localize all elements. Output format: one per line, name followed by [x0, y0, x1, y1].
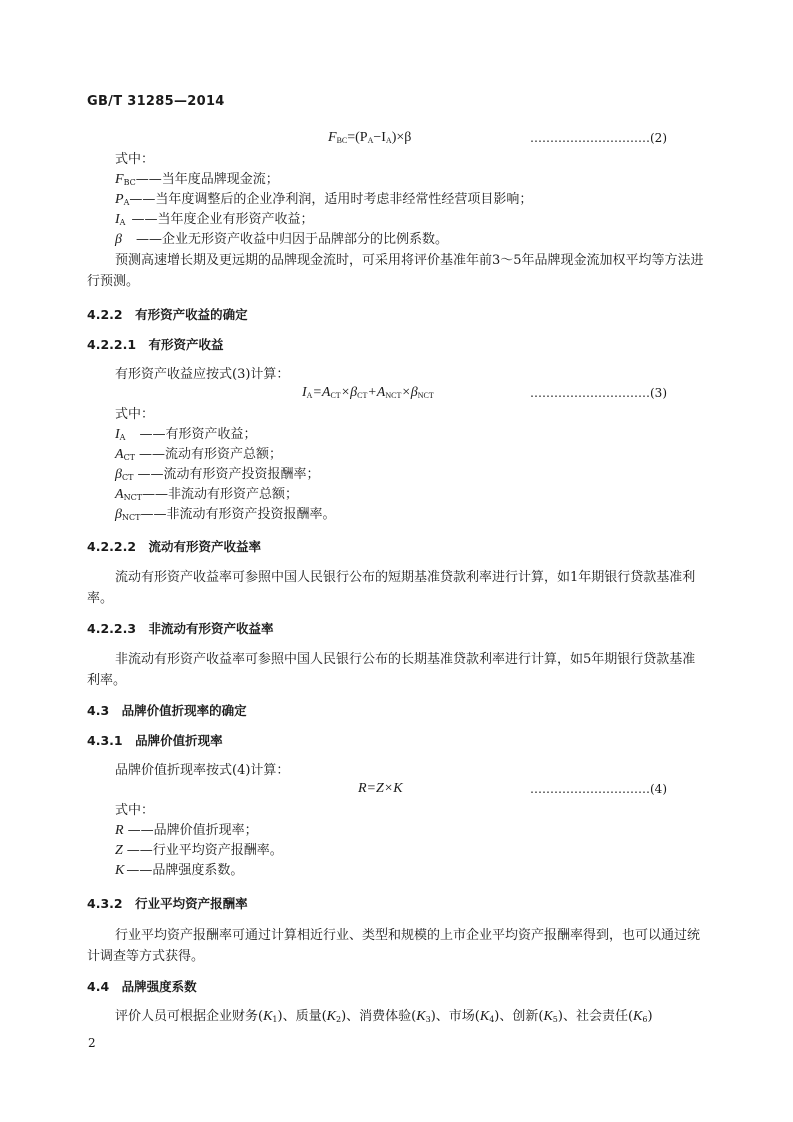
equation-3: $I_A=A_{CT}\times\beta_{CT}+A_{NCT}\times\beta_{NCT}$	[302, 385, 434, 400]
def4-z: Z ——行业平均资产报酬率。	[115, 843, 283, 858]
def3-ia: $I_A$ ——有形资产收益；	[115, 427, 257, 442]
equation-4-number: …………………………(4)	[530, 782, 667, 796]
section-4-2-2-3: 4.2.2.3 非流动有形资产收益率	[87, 621, 274, 636]
section-4-3-1: 4.3.1 品牌价值折现率	[87, 733, 223, 748]
def3-act: $A_{CT}$ ——流动有形资产总额；	[115, 447, 283, 462]
def3-bct: $\beta_{CT}$ ——流动有形资产投资报酬率；	[115, 467, 320, 482]
eq2-term-c: )×β	[391, 130, 412, 145]
def4-r: R ——品牌价值折现率；	[115, 823, 258, 838]
def3-anct: $A_{NCT}——$非流动有形资产总额；	[115, 487, 299, 502]
def-beta: β ——企业无形资产收益中归因于品牌部分的比例系数。	[115, 232, 448, 247]
section-4-2-2: 4.2.2 有形资产收益的确定	[87, 307, 248, 322]
equation-2	[328, 130, 411, 146]
eq2-term-b-sub: A	[385, 136, 392, 145]
def-fbc: $F_{BC}——$当年度品牌现金流；	[115, 172, 279, 187]
paragraph-4-3-2: 行业平均资产报酬率可通过计算相近行业、类型和规模的上市企业平均资产报酬率得到，也可以通过统计调查等方式获得。	[87, 928, 701, 964]
equation-4: R=Z×K	[358, 781, 403, 796]
page-number: 2	[88, 1036, 96, 1050]
equation-3-number: …………………………(3)	[530, 386, 667, 400]
def-ia: $I_A$ ——当年度企业有形资产收益；	[115, 212, 314, 227]
section-4-3: 4.3 品牌价值折现率的确定	[87, 703, 247, 718]
standard-code: GB/T 31285—2014	[87, 94, 225, 109]
equation-2-number: …………………………(2)	[530, 131, 667, 145]
def4-k: K ——品牌强度系数。	[115, 863, 244, 878]
intro-eq3: 有形资产收益应按式(3)计算：	[115, 367, 290, 382]
where-label-2: 式中：	[115, 407, 155, 422]
paragraph-4-2-2-2: 流动有形资产收益率可参照中国人民银行公布的短期基准贷款利率进行计算，如1年期银行贷款基准利率。	[87, 570, 696, 606]
section-4-3-2: 4.3.2 行业平均资产报酬率	[87, 896, 248, 911]
def-pa: $P_A——$当年度调整后的企业净利润，适用时考虑非经常性经营项目影响；	[115, 192, 533, 207]
eq2-term-a-sub: A	[367, 136, 374, 145]
where-label: 式中：	[115, 152, 155, 167]
section-4-2-2-2: 4.2.2.2 流动有形资产收益率	[87, 539, 262, 554]
intro-eq4: 品牌价值折现率按式(4)计算：	[115, 763, 290, 778]
def3-bnct: $\beta_{NCT}——$非流动有形资产投资报酬率。	[115, 507, 336, 522]
paragraph-forecast: 预测高速增长期及更远期的品牌现金流时，可采用将评价基准年前3～5年品牌现金流加权平均等方法进行预测。	[87, 253, 704, 289]
section-4-4: 4.4 品牌强度系数	[87, 979, 197, 994]
paragraph-4-4: 评价人员可根据企业财务$(K_1)$、质量$(K_2)$、消费体验$(K_3)$、市场$(K_4)$、创新$(K_5)$、社会责任$(K_6)$	[115, 1009, 653, 1024]
paragraph-4-2-2-3: 非流动有形资产收益率可参照中国人民银行公布的长期基准贷款利率进行计算，如5年期银行贷款基准利率。	[87, 652, 696, 688]
eq2-term-a: =(P	[347, 130, 368, 145]
eq2-term-b: −I	[373, 130, 386, 145]
section-4-2-2-1: 4.2.2.1 有形资产收益	[87, 337, 224, 352]
eq2-lhs-sub: BC	[336, 136, 348, 145]
where-label-3: 式中：	[115, 803, 155, 818]
eq2-lhs: F	[328, 130, 337, 145]
